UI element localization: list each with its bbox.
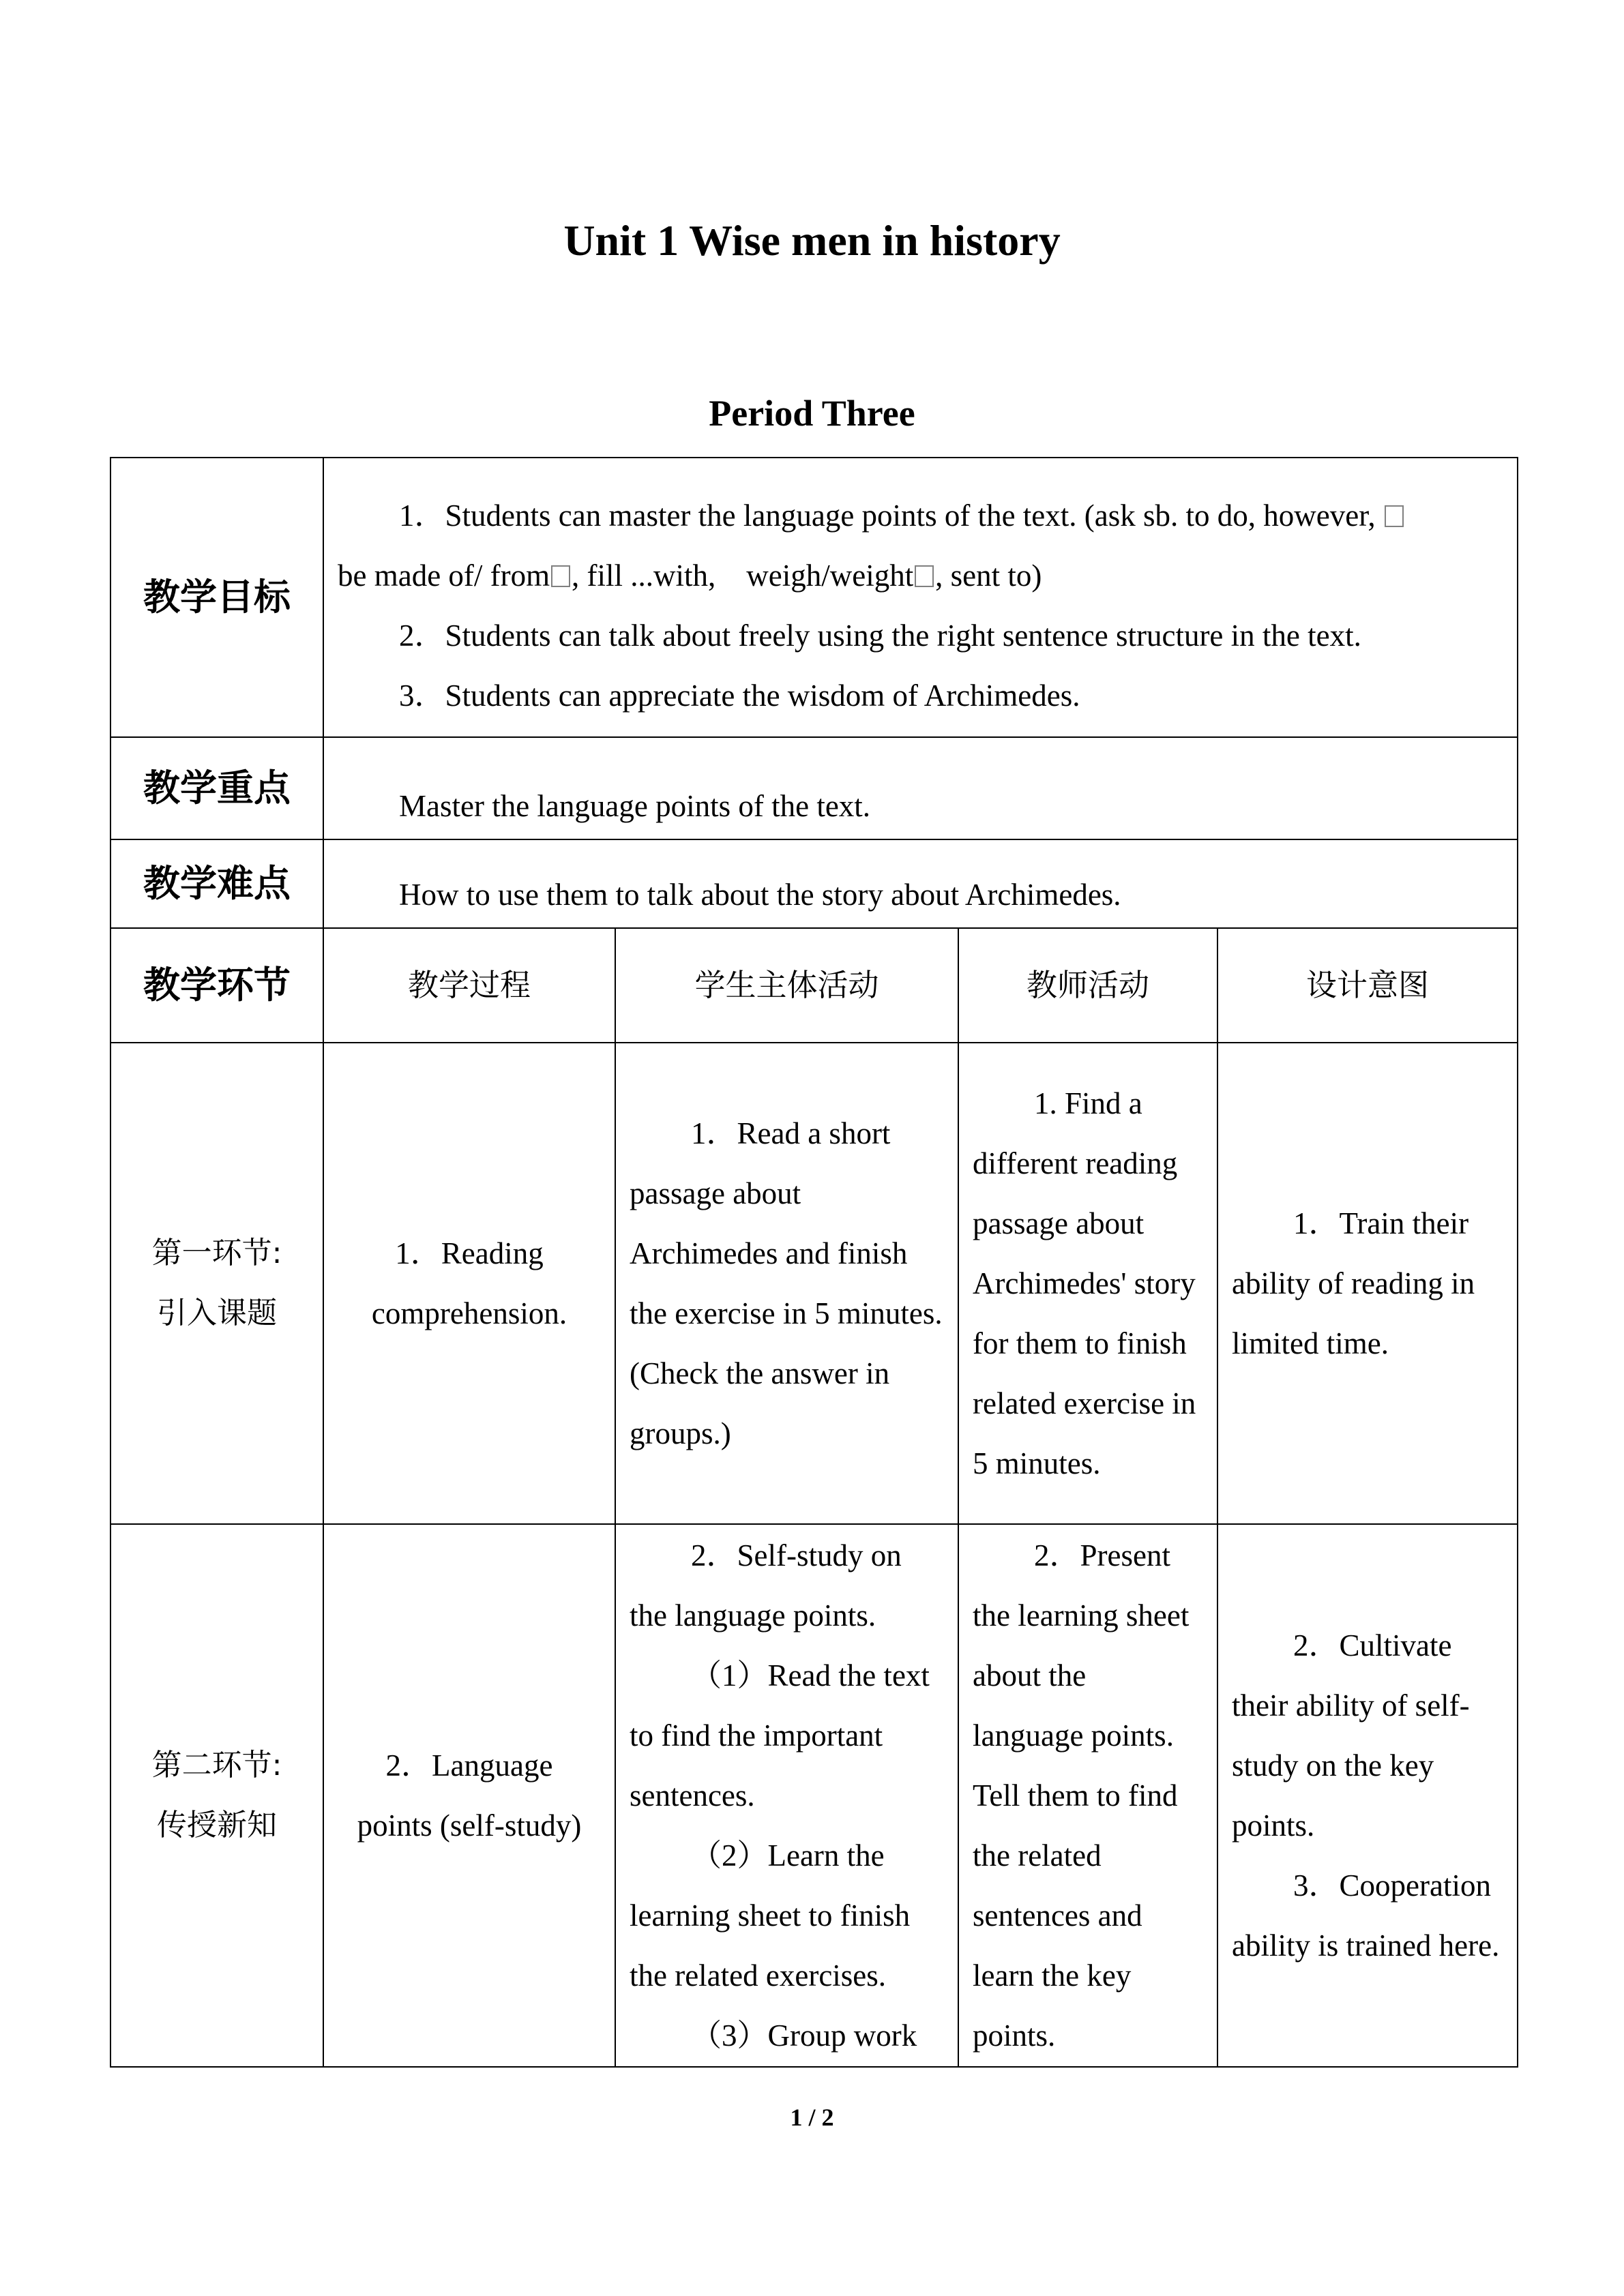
process-cell: 2．Language points (self-study) bbox=[323, 1524, 615, 2067]
student-activity-cell: 2．Self-study on the language points. （1）Read the text to find the important sentences. （2）Learn the learning sheet to finish the related exercises. （3）Group work bbox=[615, 1524, 958, 2067]
process-header-row bbox=[110, 928, 1518, 1043]
stage-row bbox=[110, 1043, 1518, 1524]
lesson-plan-table bbox=[110, 457, 1518, 2068]
difficulties-content: How to use them to talk about the story about Archimedes. bbox=[323, 839, 1518, 928]
key-points-label: 教学重点 bbox=[110, 737, 323, 839]
design-intent-cell: 2．Cultivate their ability of self-study on the key points. 3．Cooperation ability is trained here. bbox=[1217, 1524, 1518, 2067]
column-header-student-activity: 学生主体活动 bbox=[615, 928, 958, 1043]
difficulties-label: 教学难点 bbox=[110, 839, 323, 928]
missing-glyph-icon bbox=[1385, 505, 1404, 527]
design-intent-cell: 1．Train their ability of reading in limited time. bbox=[1217, 1043, 1518, 1524]
stage-name: 第二环节: 传授新知 bbox=[110, 1524, 323, 2067]
stage-name: 第一环节: 引入课题 bbox=[110, 1043, 323, 1524]
difficulties-row bbox=[110, 839, 1518, 928]
objective-3: 3．Students can appreciate the wisdom of Archimedes. bbox=[399, 679, 1080, 713]
objectives-label: 教学目标 bbox=[110, 458, 323, 737]
period-subtitle: Period Three bbox=[709, 393, 915, 434]
objectives-row bbox=[110, 458, 1518, 737]
objective-2: 2．Students can talk about freely using the right sentence structure in the text. bbox=[399, 618, 1361, 653]
page-number: 1 / 2 bbox=[790, 2104, 834, 2131]
objectives-content bbox=[323, 458, 1518, 737]
teacher-activity-cell: 1. Find a different reading passage about Archimedes' story for them to finish related exercise in 5 minutes. bbox=[958, 1043, 1217, 1524]
column-header-process: 教学过程 bbox=[323, 928, 615, 1043]
objective-1: 1．Students can master the language points of the text. (ask sb. to do, however, be made of/ from , fill ...with, weigh/weight , sent to) bbox=[338, 486, 1503, 606]
document-title: Unit 1 Wise men in history bbox=[563, 216, 1061, 265]
student-activity-cell: 1．Read a short passage about Archimedes and finish the exercise in 5 minutes. (Check the answer in groups.) bbox=[615, 1043, 958, 1524]
stage-row bbox=[110, 1524, 1518, 2067]
process-header-label: 教学环节 bbox=[110, 928, 323, 1043]
column-header-teacher-activity: 教师活动 bbox=[958, 928, 1217, 1043]
missing-glyph-icon bbox=[551, 565, 570, 587]
column-header-design-intent: 设计意图 bbox=[1217, 928, 1518, 1043]
key-points-row bbox=[110, 737, 1518, 839]
process-cell: 1．Reading comprehension. bbox=[323, 1043, 615, 1524]
teacher-activity-cell: 2．Present the learning sheet about the language points. Tell them to find the related sentences and learn the key points. bbox=[958, 1524, 1217, 2067]
missing-glyph-icon bbox=[915, 565, 934, 587]
key-points-content: Master the language points of the text. bbox=[323, 737, 1518, 839]
